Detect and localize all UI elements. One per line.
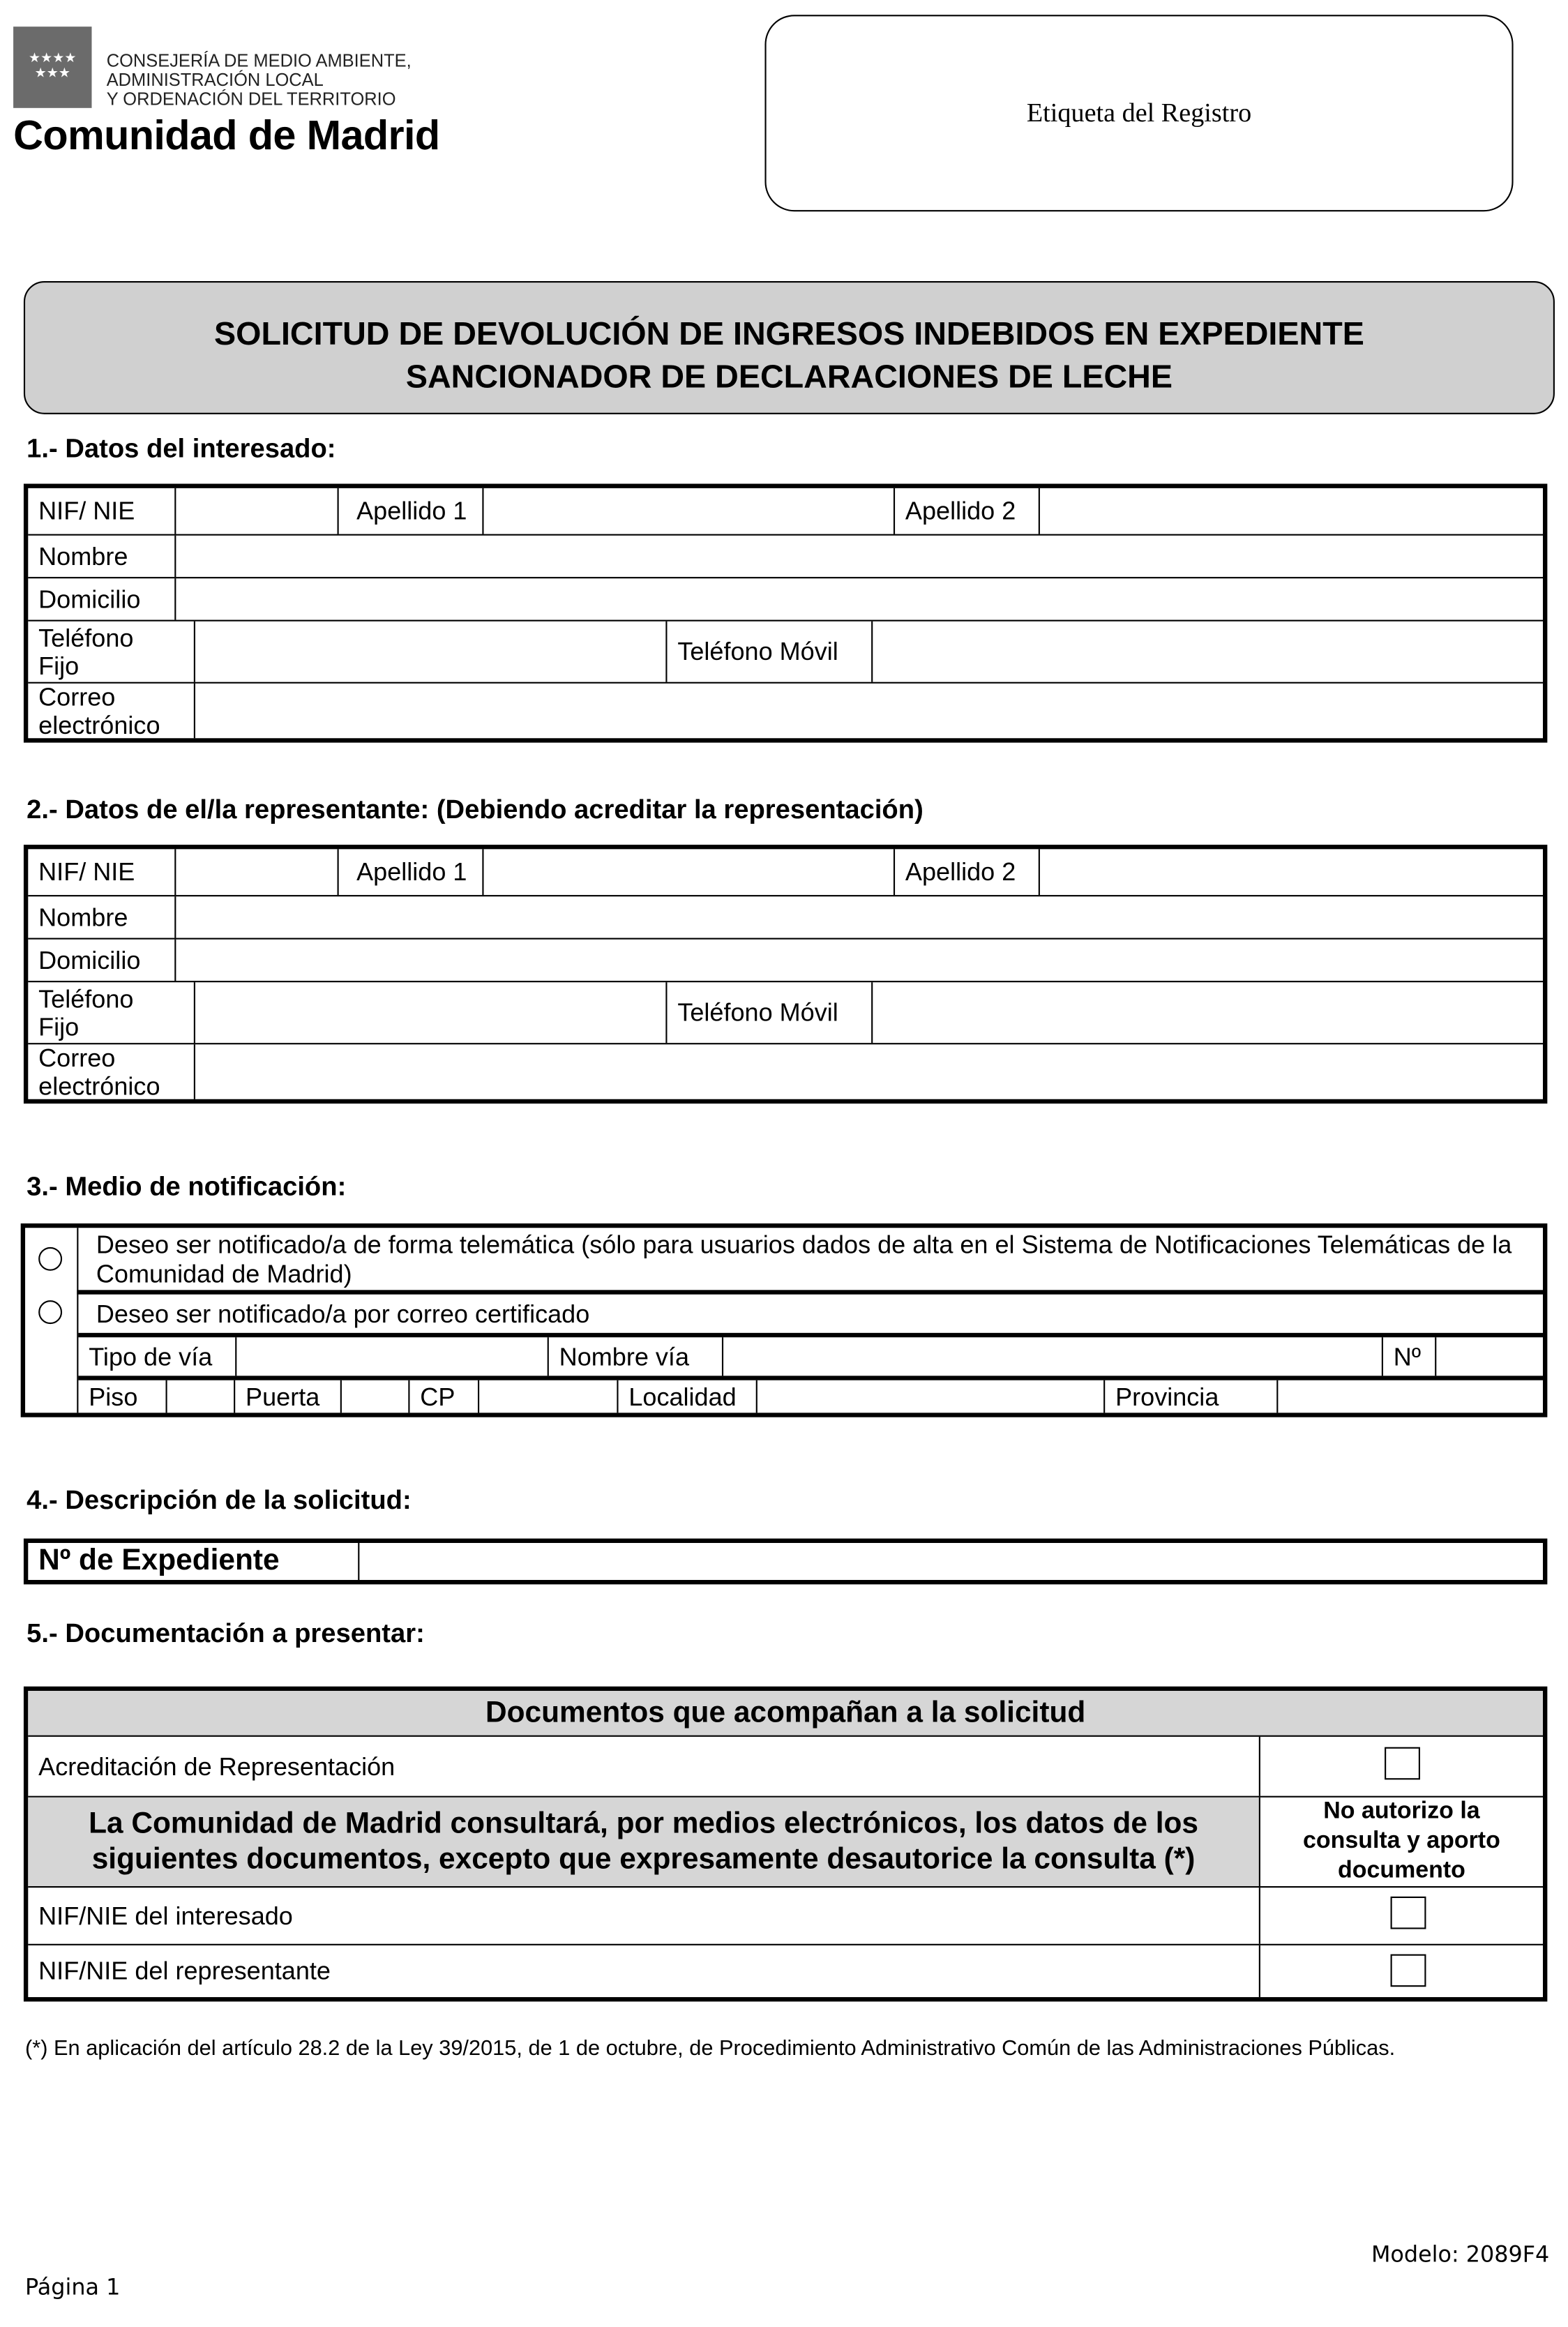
telematic-radio[interactable] <box>38 1247 62 1271</box>
expediente-input[interactable] <box>358 1543 1543 1580</box>
applicant-apellido2-input[interactable] <box>1039 488 1543 534</box>
logo-line: ADMINISTRACIÓN LOCAL <box>106 69 324 91</box>
nif-label: NIF/ NIE <box>38 858 135 887</box>
nif-interesado-label: NIF/NIE del interesado <box>38 1901 293 1930</box>
correo-label: Correo electrónico <box>38 682 160 739</box>
piso-input[interactable] <box>166 1380 234 1413</box>
domicilio-label: Domicilio <box>38 585 141 614</box>
puerta-input[interactable] <box>340 1380 409 1413</box>
applicant-domicilio-input[interactable] <box>174 578 1543 619</box>
numero-input[interactable] <box>1435 1337 1543 1376</box>
expediente-label: Nº de Expediente <box>38 1544 280 1577</box>
rep-nombre-input[interactable] <box>174 896 1543 937</box>
localidad-input[interactable] <box>756 1380 1103 1413</box>
rep-telefono-fijo-input[interactable] <box>194 982 666 1043</box>
localidad-label: Localidad <box>617 1380 755 1413</box>
logo-line: CONSEJERÍA DE MEDIO AMBIENTE, <box>106 50 412 71</box>
numero-label: Nº <box>1382 1337 1435 1376</box>
footnote: (*) En aplicación del artículo 28.2 de la Ley 39/2015, de 1 de octubre, de Procedimiento Administrativo Común de las Administraciones Públicas. <box>25 2037 1396 2061</box>
section-2-heading: 2.- Datos de el/la representante: (Debiendo acreditar la representación) <box>27 794 924 824</box>
section-3-heading: 3.- Medio de notificación: <box>27 1171 347 1202</box>
nif-representante-checkbox[interactable] <box>1391 1955 1426 1987</box>
section-5-heading: 5.- Documentación a presentar: <box>27 1618 425 1648</box>
nombre-label: Nombre <box>38 542 128 571</box>
form-title <box>24 281 1555 414</box>
consult-notice: La Comunidad de Madrid consultará, por medios electrónicos, los datos de los siguientes documentos, excepto que expresamente desautorice la consulta (*) <box>28 1798 1259 1886</box>
provincia-input[interactable] <box>1276 1380 1543 1413</box>
apellido2-label: Apellido 2 <box>894 849 1039 895</box>
nombre-label: Nombre <box>38 903 128 932</box>
post-option-label: Deseo ser notificado/a por correo certificado <box>96 1300 590 1329</box>
no-autorizo-header: No autorizo la consulta y aporto documento <box>1259 1798 1543 1886</box>
logo-line: Y ORDENACIÓN DEL TERRITORIO <box>106 89 396 110</box>
page-number: Página 1 <box>25 2273 121 2300</box>
nif-label: NIF/ NIE <box>38 497 135 525</box>
applicant-table <box>24 484 1547 743</box>
cp-label: CP <box>408 1380 478 1413</box>
acreditacion-label: Acreditación de Representación <box>38 1752 395 1781</box>
applicant-telefono-movil-input[interactable] <box>871 622 1543 682</box>
nif-interesado-checkbox[interactable] <box>1391 1897 1426 1929</box>
documents-table-header: Documentos que acompañan a la solicitud <box>28 1691 1543 1735</box>
registry-label: Etiqueta del Registro <box>1026 97 1252 128</box>
telefono-movil-label: Teléfono Móvil <box>665 622 871 682</box>
rep-domicilio-input[interactable] <box>174 940 1543 981</box>
applicant-correo-input[interactable] <box>194 684 1543 738</box>
telefono-fijo-label: Teléfono Fijo <box>38 623 134 680</box>
rep-apellido1-input[interactable] <box>482 849 894 895</box>
puerta-label: Puerta <box>234 1380 340 1413</box>
apellido2-label: Apellido 2 <box>894 488 1039 534</box>
cp-input[interactable] <box>478 1380 617 1413</box>
applicant-nombre-input[interactable] <box>174 536 1543 577</box>
rep-telefono-movil-input[interactable] <box>871 982 1543 1043</box>
title-line: SOLICITUD DE DEVOLUCIÓN DE INGRESOS INDEBIDOS EN EXPEDIENTE <box>214 315 1364 352</box>
notification-table <box>21 1223 1548 1417</box>
acreditacion-checkbox[interactable] <box>1385 1747 1420 1780</box>
tipo-via-input[interactable] <box>235 1337 547 1376</box>
correo-label: Correo electrónico <box>38 1044 160 1100</box>
telefono-movil-label: Teléfono Móvil <box>665 982 871 1043</box>
nombre-via-input[interactable] <box>722 1337 1382 1376</box>
logo <box>13 27 502 163</box>
applicant-nif-input[interactable] <box>174 488 337 534</box>
documents-table <box>24 1687 1547 2002</box>
telematic-option-label: Deseo ser notificado/a de forma telemática (sólo para usuarios dados de alta en el Sistema de Notificaciones Telemáticas de la Comunidad de Madrid) <box>96 1230 1512 1289</box>
nif-representante-label: NIF/NIE del representante <box>38 1957 331 1986</box>
representative-table <box>24 845 1547 1104</box>
rep-correo-input[interactable] <box>194 1044 1543 1099</box>
telefono-fijo-label: Teléfono Fijo <box>38 984 134 1041</box>
expediente-box <box>24 1539 1547 1585</box>
domicilio-label: Domicilio <box>38 946 141 974</box>
post-radio[interactable] <box>38 1300 62 1324</box>
apellido1-label: Apellido 1 <box>338 849 483 895</box>
rep-apellido2-input[interactable] <box>1039 849 1543 895</box>
nombre-via-label: Nombre vía <box>548 1337 722 1376</box>
section-4-heading: 4.- Descripción de la solicitud: <box>27 1485 412 1515</box>
applicant-apellido1-input[interactable] <box>482 488 894 534</box>
tipo-via-label: Tipo de vía <box>89 1342 213 1371</box>
piso-label: Piso <box>89 1382 138 1411</box>
section-1-heading: 1.- Datos del interesado: <box>27 433 336 463</box>
title-line: SANCIONADOR DE DECLARACIONES DE LECHE <box>405 358 1173 396</box>
applicant-telefono-fijo-input[interactable] <box>194 622 666 682</box>
apellido1-label: Apellido 1 <box>338 488 483 534</box>
logo-stars-icon: ★★★★ ★★★ <box>13 27 91 108</box>
provincia-label: Provincia <box>1103 1380 1276 1413</box>
registry-label-box <box>764 15 1513 211</box>
logo-name: Comunidad de Madrid <box>13 112 440 158</box>
rep-nif-input[interactable] <box>174 849 337 895</box>
model-number: Modelo: 2089F4 <box>1371 2241 1550 2268</box>
